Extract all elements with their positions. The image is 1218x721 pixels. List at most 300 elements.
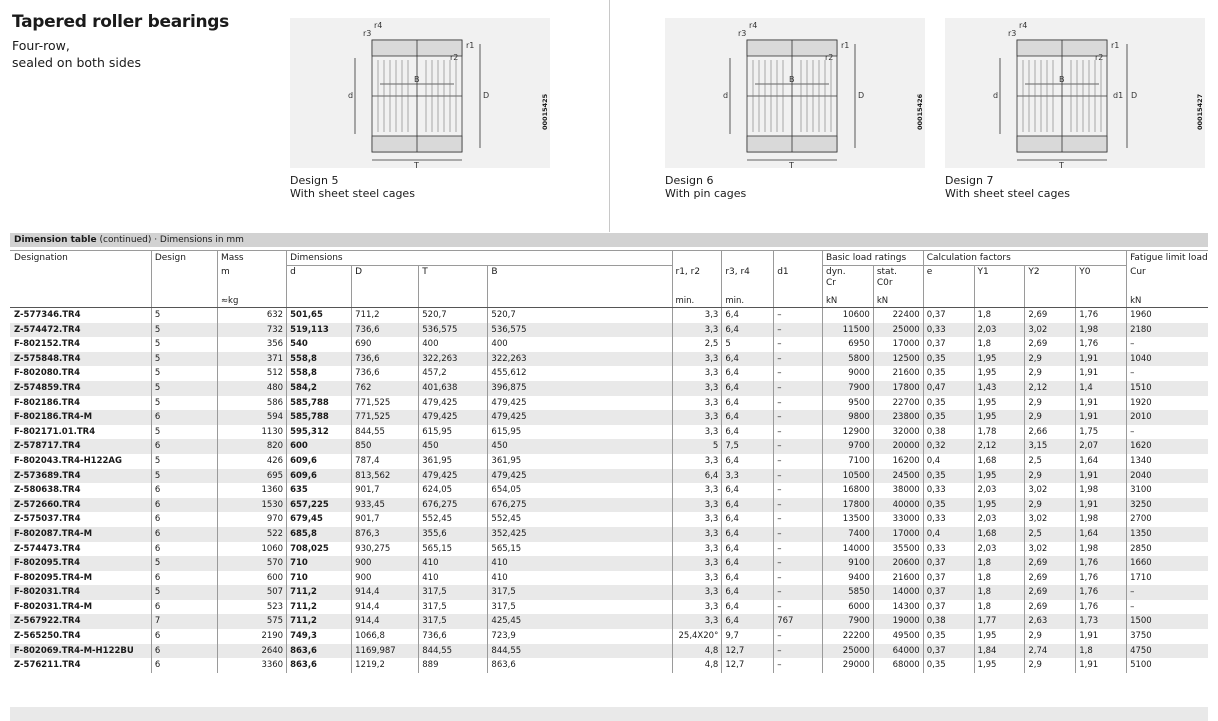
cell-y2: 2,9: [1025, 629, 1076, 644]
cell-D: 900: [352, 556, 419, 571]
cell-cur: 1960: [1127, 308, 1208, 323]
design-description: With pin cages: [665, 187, 747, 200]
cell-y0: 1,76: [1076, 556, 1127, 571]
cell-cur: –: [1127, 425, 1208, 440]
cell-designation: F-802080.TR4: [14, 368, 81, 379]
cell-y2: 3,02: [1025, 483, 1076, 498]
label-r4: r4: [374, 21, 383, 30]
cell-e: 0,33: [923, 323, 974, 338]
cell-mass: 2640: [217, 644, 286, 659]
label-r4: r4: [749, 21, 758, 30]
cell-design: 5: [151, 556, 217, 571]
cell-y1: 1,95: [974, 410, 1025, 425]
cell-B: 479,425: [488, 410, 672, 425]
cell-designation: Z-574473.TR4: [14, 543, 81, 554]
cell-B: 844,55: [488, 644, 672, 659]
cell-D: 914,4: [352, 600, 419, 615]
unit-mass: ≈kg: [217, 295, 286, 308]
table-caption: [10, 233, 1208, 247]
cell-y1: 1,95: [974, 396, 1025, 411]
cell-design: 5: [151, 323, 217, 338]
label-d: d: [993, 91, 999, 100]
cell-r12: 4,8: [672, 644, 722, 659]
figure-id: 00015425: [541, 93, 549, 130]
label-D: D: [858, 91, 865, 100]
cell-B: 450: [488, 439, 672, 454]
cell-design: 6: [151, 542, 217, 557]
cell-d1: –: [774, 396, 823, 411]
cell-designation: F-802186.TR4-M: [10, 410, 151, 425]
cell-e: 0,35: [923, 410, 974, 425]
cell-r34: 6,4: [722, 542, 774, 557]
cell-y1: 1,8: [974, 556, 1025, 571]
cell-D: 736,6: [352, 352, 419, 367]
cell-D: 876,3: [352, 527, 419, 542]
page-subtitle: [12, 37, 229, 71]
table-row: [10, 542, 1208, 557]
cell-designation: F-802095.TR4: [10, 556, 151, 571]
cell-D: 933,45: [352, 498, 419, 513]
table-row: [10, 337, 1208, 352]
cell-r12: 3,3: [672, 352, 722, 367]
cell-e: 0,35: [923, 469, 974, 484]
cell-c0r: 21600: [873, 571, 923, 586]
cell-r12: 3,3: [672, 556, 722, 571]
cell-y2: 3,15: [1025, 439, 1076, 454]
cell-d1: –: [774, 439, 823, 454]
cell-e: 0,33: [923, 512, 974, 527]
unit-r12-min: min.: [672, 295, 722, 308]
cell-D: 1219,2: [352, 658, 419, 673]
cell-cr: 29000: [823, 658, 874, 673]
cell-e: 0,35: [923, 658, 974, 673]
cell-cur: 4750: [1127, 644, 1208, 659]
cell-B: 317,5: [488, 585, 672, 600]
cell-cr: 7900: [823, 614, 874, 629]
cell-y2: 2,9: [1025, 469, 1076, 484]
cell-cur: 5100: [1127, 658, 1208, 673]
cell-designation: F-802031.TR4-M: [14, 601, 93, 612]
label-r1: r1: [1111, 41, 1120, 50]
cell-T: 479,425: [419, 469, 488, 484]
cell-cur: 3100: [1127, 483, 1208, 498]
cell-y1: 1,43: [974, 381, 1025, 396]
cell-y1: 1,95: [974, 352, 1025, 367]
cell-y2: 2,69: [1025, 571, 1076, 586]
cell-designation: F-802069.TR4-M-H122BU: [10, 644, 151, 659]
cell-e: 0,35: [923, 366, 974, 381]
cell-e: 0,37: [923, 571, 974, 586]
table-row: [10, 498, 1208, 513]
cell-y1: 2,03: [974, 542, 1025, 557]
cell-cur: 2010: [1127, 410, 1208, 425]
cell-T: 676,275: [419, 498, 488, 513]
header-calculation-factors: Calculation factors: [923, 251, 1126, 266]
cell-cur: 1500: [1127, 614, 1208, 629]
cell-B: 455,612: [488, 366, 672, 381]
cell-d1: –: [774, 352, 823, 367]
label-d: d: [723, 91, 729, 100]
cell-c0r: 38000: [873, 483, 923, 498]
label-D: D: [483, 91, 490, 100]
cell-y1: 1,8: [974, 600, 1025, 615]
cell-y1: 2,03: [974, 483, 1025, 498]
cell-y2: 2,9: [1025, 352, 1076, 367]
cell-y2: 3,02: [1025, 542, 1076, 557]
header-D: D: [352, 266, 419, 296]
cell-d1: –: [774, 323, 823, 338]
cell-design: 6: [151, 571, 217, 586]
cell-cr: 9700: [823, 439, 874, 454]
cell-r34: 6,4: [722, 381, 774, 396]
cell-B: 396,875: [488, 381, 672, 396]
label-r2: r2: [450, 53, 459, 62]
cell-e: 0,37: [923, 600, 974, 615]
table-row: [10, 469, 1208, 484]
cell-y0: 1,76: [1076, 585, 1127, 600]
cell-e: 0,32: [923, 439, 974, 454]
cell-r12: 3,3: [672, 498, 722, 513]
cell-design: 6: [151, 644, 217, 659]
cell-r34: 9,7: [722, 629, 774, 644]
cell-mass: 695: [217, 469, 286, 484]
cell-design: 6: [151, 658, 217, 673]
label-r2: r2: [1095, 53, 1104, 62]
label-T: T: [1059, 161, 1064, 168]
cell-d: 711,2: [287, 600, 352, 615]
cell-y1: 1,8: [974, 585, 1025, 600]
cell-B: 863,6: [488, 658, 672, 673]
header-dynamic: [823, 266, 874, 296]
cell-T: 450: [419, 439, 488, 454]
header-dimensions: Dimensions: [287, 251, 672, 266]
cell-T: 520,7: [419, 308, 488, 323]
table-row: [10, 527, 1208, 542]
cell-y0: 1,76: [1076, 571, 1127, 586]
cell-mass: 1360: [217, 483, 286, 498]
diagram-caption: [665, 174, 746, 200]
cell-T: 552,45: [419, 512, 488, 527]
cell-designation: Z-572660.TR4: [10, 498, 151, 513]
header-y1: Y1: [974, 266, 1025, 296]
cell-e: 0,37: [923, 337, 974, 352]
bearing-cross-section-design-5: [290, 18, 552, 168]
table-row: [10, 556, 1208, 571]
cell-d1: –: [774, 527, 823, 542]
cell-D: 901,7: [352, 483, 419, 498]
header-cur: Cur: [1127, 266, 1208, 296]
cell-T: 736,6: [419, 629, 488, 644]
cell-y0: 2,07: [1076, 439, 1127, 454]
cell-mass: 2190: [217, 629, 286, 644]
header-d: d: [287, 266, 352, 296]
cell-T: 401,638: [419, 381, 488, 396]
header-static: [873, 266, 923, 296]
cell-mass: 570: [217, 556, 286, 571]
cell-design: 6: [151, 498, 217, 513]
header-design: Design: [151, 251, 217, 266]
cell-r12: 3,3: [672, 571, 722, 586]
cell-design: 7: [151, 614, 217, 629]
header-T: T: [419, 266, 488, 296]
cell-design: 5: [151, 308, 217, 323]
cell-c0r: 68000: [873, 658, 923, 673]
cell-r34: 6,4: [722, 308, 774, 323]
cell-e: 0,38: [923, 614, 974, 629]
cell-d1: –: [774, 425, 823, 440]
cell-y2: 2,9: [1025, 396, 1076, 411]
cell-T: 410: [419, 556, 488, 571]
cell-D: 914,4: [352, 614, 419, 629]
header-e: e: [923, 266, 974, 296]
header-r12: r1, r2: [672, 266, 722, 296]
page-header: [12, 12, 229, 71]
cell-cur: 3750: [1127, 629, 1208, 644]
cell-designation: Z-573689.TR4: [10, 469, 151, 484]
design-label: Design 5: [290, 174, 339, 187]
cell-c0r: 21600: [873, 366, 923, 381]
cell-y0: 1,91: [1076, 366, 1127, 381]
cell-D: 813,562: [352, 469, 419, 484]
cell-y2: 2,5: [1025, 527, 1076, 542]
cell-T: 615,95: [419, 425, 488, 440]
cell-r34: 5: [722, 337, 774, 352]
cell-T: 317,5: [419, 600, 488, 615]
cell-r34: 6,4: [722, 352, 774, 367]
cell-y2: 2,66: [1025, 425, 1076, 440]
cell-c0r: 14000: [873, 585, 923, 600]
cell-c0r: 64000: [873, 644, 923, 659]
cell-design: 5: [151, 425, 217, 440]
cell-mass: 507: [217, 585, 286, 600]
cell-r34: 6,4: [722, 366, 774, 381]
cell-y2: 2,9: [1025, 410, 1076, 425]
cell-T: 361,95: [419, 454, 488, 469]
cell-d1: –: [774, 498, 823, 513]
cell-d: 609,6: [287, 454, 352, 469]
cell-D: 787,4: [352, 454, 419, 469]
cell-r34: 6,4: [722, 410, 774, 425]
cell-c0r: 17000: [873, 337, 923, 352]
cell-D: 690: [352, 337, 419, 352]
cell-r12: 4,8: [672, 658, 722, 673]
bearing-cross-section-design-7: [945, 18, 1207, 168]
header-c0r: C0r: [876, 278, 893, 288]
cell-y2: 2,9: [1025, 658, 1076, 673]
cell-d1: –: [774, 585, 823, 600]
cell-y0: 1,91: [1076, 629, 1127, 644]
cell-D: 1169,987: [352, 644, 419, 659]
cell-d1: –: [774, 512, 823, 527]
label-r4: r4: [1019, 21, 1028, 30]
cell-r12: 3,3: [672, 542, 722, 557]
cell-mass: 732: [217, 323, 286, 338]
cell-B: 723,9: [488, 629, 672, 644]
cell-cr: 9000: [823, 366, 874, 381]
cell-c0r: 32000: [873, 425, 923, 440]
cell-e: 0,37: [923, 644, 974, 659]
cell-y0: 1,98: [1076, 483, 1127, 498]
header-fatigue-limit-load: Fatigue limit load: [1127, 251, 1208, 266]
cell-c0r: 19000: [873, 614, 923, 629]
cell-cr: 16800: [823, 483, 874, 498]
cell-r12: 3,3: [672, 366, 722, 381]
cell-d1: –: [774, 658, 823, 673]
diagram-caption: [945, 174, 1070, 200]
cell-B: 654,05: [488, 483, 672, 498]
cell-cur: 2180: [1127, 323, 1208, 338]
cell-y1: 1,78: [974, 425, 1025, 440]
cell-mass: 1060: [217, 542, 286, 557]
cell-y1: 1,95: [974, 629, 1025, 644]
label-B: B: [1059, 75, 1065, 84]
cell-y1: 1,95: [974, 366, 1025, 381]
cell-cr: 14000: [823, 542, 874, 557]
cell-c0r: 49500: [873, 629, 923, 644]
cell-r12: 25,4X20°: [672, 629, 722, 644]
cell-y2: 2,12: [1025, 381, 1076, 396]
cell-d: 585,788: [287, 410, 352, 425]
cell-design: 5: [151, 337, 217, 352]
cell-y0: 1,64: [1076, 527, 1127, 542]
cell-designation: F-802152.TR4: [14, 339, 81, 350]
cell-y1: 2,03: [974, 512, 1025, 527]
cell-B: 676,275: [488, 498, 672, 513]
label-d1: d1: [1113, 91, 1124, 100]
cell-B: 565,15: [488, 542, 672, 557]
cell-cur: –: [1127, 600, 1208, 615]
cell-y2: 2,9: [1025, 366, 1076, 381]
cell-r34: 6,4: [722, 425, 774, 440]
cell-T: 410: [419, 571, 488, 586]
cell-design: 6: [151, 527, 217, 542]
cell-e: 0,35: [923, 629, 974, 644]
cell-d: 685,8: [287, 527, 352, 542]
cell-e: 0,37: [923, 308, 974, 323]
cell-cur: 2850: [1127, 542, 1208, 557]
cell-r12: 3,3: [672, 381, 722, 396]
label-r3: r3: [363, 29, 372, 38]
cell-e: 0,33: [923, 483, 974, 498]
table-row: [10, 366, 1208, 381]
cell-designation: Z-576211.TR4: [14, 660, 81, 671]
cell-r34: 6,4: [722, 483, 774, 498]
cell-designation: Z-574859.TR4: [10, 381, 151, 396]
cell-y0: 1,91: [1076, 410, 1127, 425]
cell-y2: 2,69: [1025, 337, 1076, 352]
cell-mass: 480: [217, 381, 286, 396]
cell-r34: 6,4: [722, 571, 774, 586]
cell-y1: 1,8: [974, 571, 1025, 586]
cell-y2: 2,69: [1025, 556, 1076, 571]
cell-r34: 6,4: [722, 396, 774, 411]
cell-c0r: 25000: [873, 323, 923, 338]
diagram-caption: [290, 174, 415, 200]
cell-design: 6: [151, 512, 217, 527]
table-row: [10, 352, 1208, 367]
cell-D: 900: [352, 571, 419, 586]
cell-e: 0,4: [923, 454, 974, 469]
cell-cr: 7100: [823, 454, 874, 469]
cell-d: 595,312: [287, 425, 352, 440]
label-T: T: [414, 161, 419, 168]
table-row: [10, 323, 1208, 338]
cell-cr: 6950: [823, 337, 874, 352]
cell-B: 352,425: [488, 527, 672, 542]
cell-r12: 3,3: [672, 410, 722, 425]
cell-d: 710: [287, 556, 352, 571]
cell-B: 400: [488, 337, 672, 352]
cell-r12: 2,5: [672, 337, 722, 352]
cell-y1: 1,68: [974, 527, 1025, 542]
cell-r12: 3,3: [672, 323, 722, 338]
cell-e: 0,37: [923, 585, 974, 600]
cell-d1: 767: [774, 614, 823, 629]
cell-d: 863,6: [287, 644, 352, 659]
cell-y0: 1,91: [1076, 352, 1127, 367]
cell-y0: 1,91: [1076, 658, 1127, 673]
cell-y1: 1,95: [974, 658, 1025, 673]
cell-D: 771,525: [352, 396, 419, 411]
cell-y2: 3,02: [1025, 512, 1076, 527]
cell-cr: 9800: [823, 410, 874, 425]
design-label: Design 7: [945, 174, 994, 187]
cell-cr: 12900: [823, 425, 874, 440]
cell-d1: –: [774, 629, 823, 644]
cell-design: 5: [151, 396, 217, 411]
cell-d: 711,2: [287, 614, 352, 629]
cell-cr: 6000: [823, 600, 874, 615]
cell-c0r: 22400: [873, 308, 923, 323]
cell-D: 901,7: [352, 512, 419, 527]
table-row: [10, 483, 1208, 498]
cell-cr: 7900: [823, 381, 874, 396]
label-D: D: [1131, 91, 1138, 100]
figure-id: 00015426: [916, 93, 924, 130]
cell-y2: 2,9: [1025, 498, 1076, 513]
table-row: [10, 658, 1208, 673]
cell-d1: –: [774, 381, 823, 396]
cell-y0: 1,91: [1076, 396, 1127, 411]
cell-cur: 1710: [1127, 571, 1208, 586]
table-row: [10, 614, 1208, 629]
table-row: [10, 512, 1208, 527]
cell-c0r: 17000: [873, 527, 923, 542]
cell-T: 844,55: [419, 644, 488, 659]
design-description: With sheet steel cages: [945, 187, 1070, 200]
label-T: T: [789, 161, 794, 168]
header-B: B: [488, 266, 672, 296]
cell-design: 5: [151, 352, 217, 367]
cell-r34: 6,4: [722, 527, 774, 542]
cell-d: 540: [287, 337, 352, 352]
cell-r34: 6,4: [722, 498, 774, 513]
header-basic-load-ratings: Basic load ratings: [823, 251, 924, 266]
table-row: [10, 571, 1208, 586]
cell-r34: 12,7: [722, 644, 774, 659]
table-row: [10, 644, 1208, 659]
cell-y0: 1,76: [1076, 600, 1127, 615]
cell-y1: 1,95: [974, 498, 1025, 513]
cell-r34: 7,5: [722, 439, 774, 454]
cell-D: 1066,8: [352, 629, 419, 644]
cell-d: 585,788: [287, 396, 352, 411]
label-r1: r1: [466, 41, 475, 50]
cell-mass: 575: [217, 614, 286, 629]
table-row: [10, 585, 1208, 600]
cell-cr: 13500: [823, 512, 874, 527]
cell-y0: 1,75: [1076, 425, 1127, 440]
